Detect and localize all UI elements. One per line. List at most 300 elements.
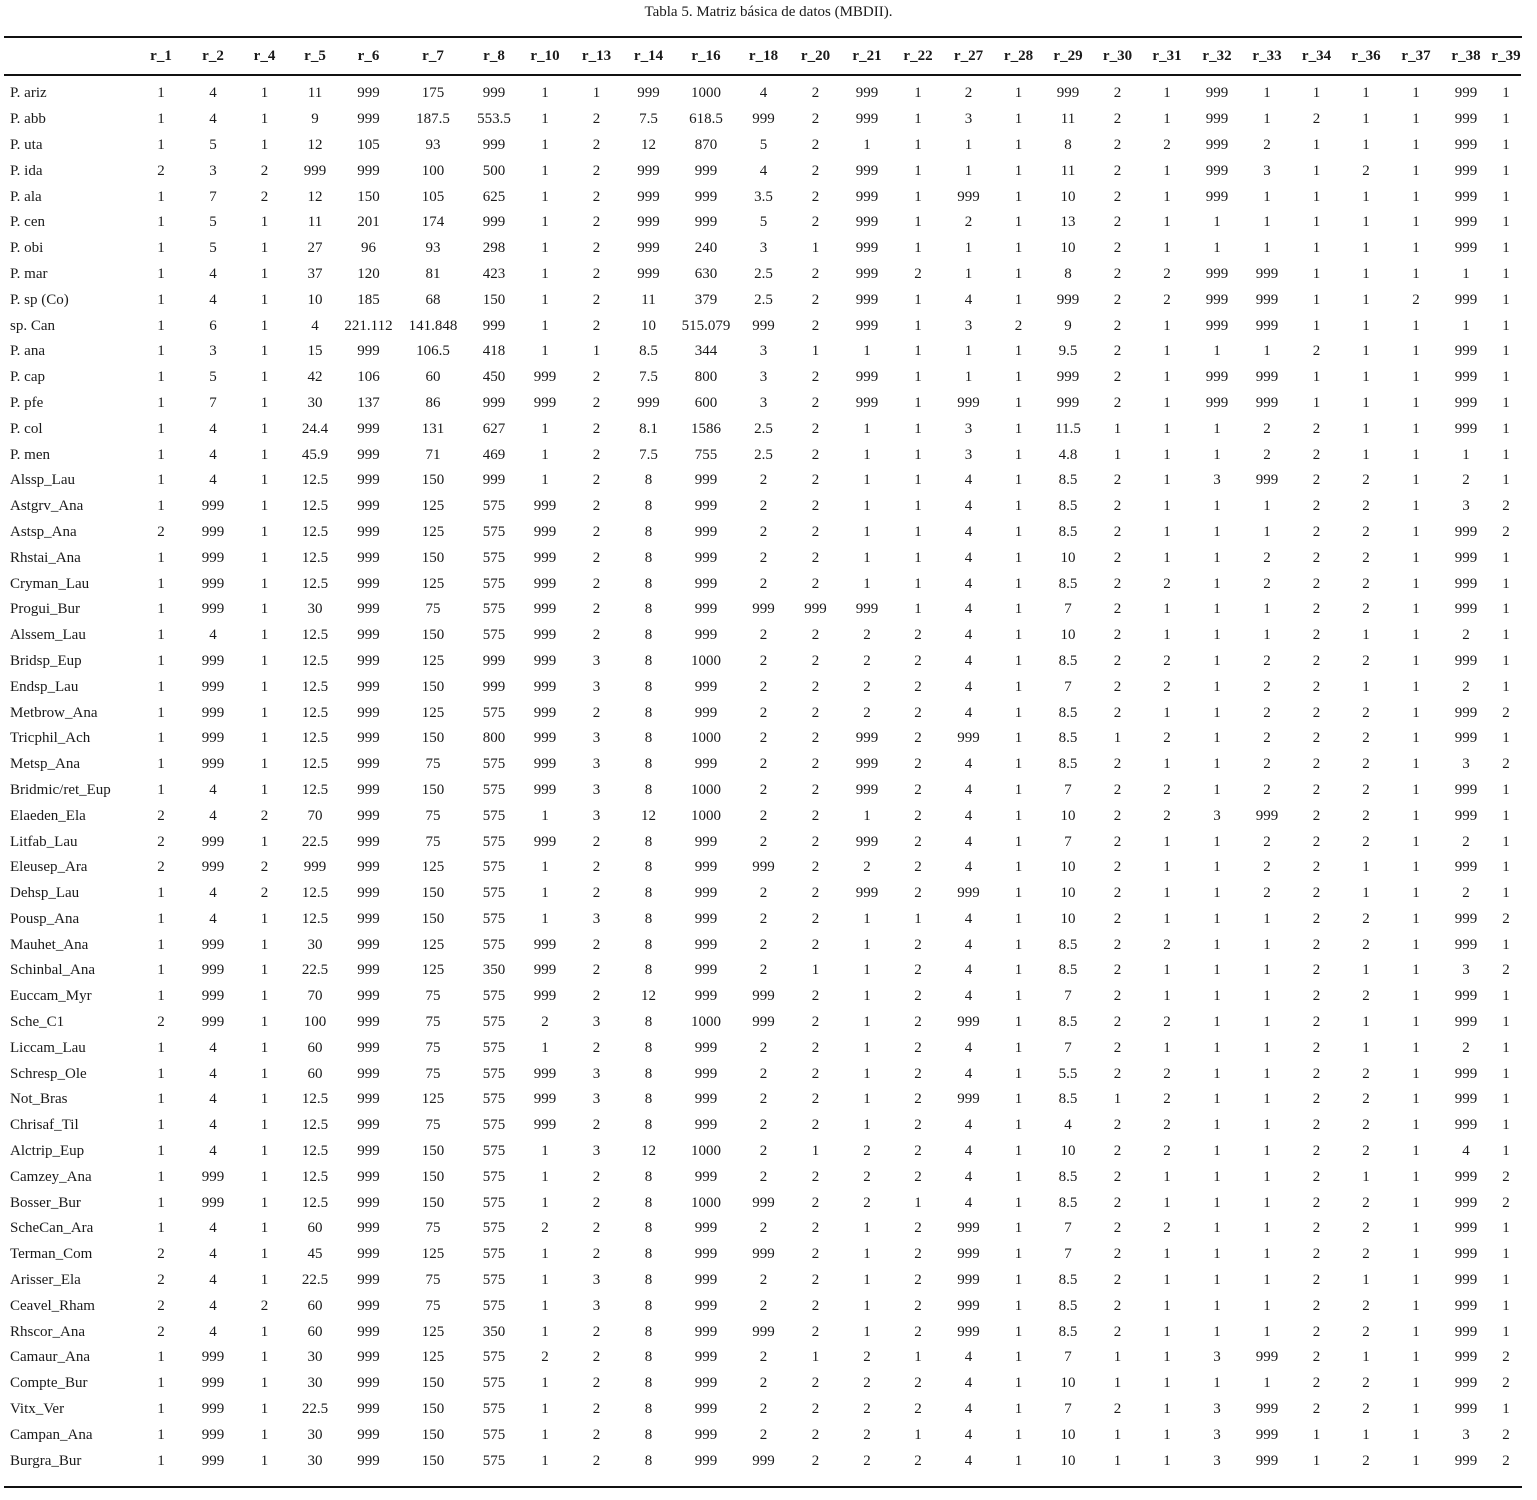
table-cell: 999 [357, 962, 380, 979]
table-cell: 8 [644, 962, 653, 979]
row-label: Dehsp_Lau [10, 885, 80, 902]
table-row [4, 1397, 1521, 1423]
table-cell: 1 [1163, 240, 1171, 257]
table-cell: 1 [1412, 85, 1420, 102]
table-cell: 999 [694, 1349, 718, 1366]
table-cell: 575 [482, 1039, 506, 1056]
table-cell: 1 [1163, 1375, 1171, 1392]
table-cell: 1 [1014, 781, 1023, 798]
table-cell: 2 [1362, 575, 1370, 592]
table-row [4, 881, 1521, 907]
table-cell: 2 [260, 162, 269, 179]
table-cell: 2 [914, 678, 922, 695]
table-cell: 1 [863, 1039, 871, 1056]
table-cell: 7 [1064, 678, 1072, 695]
table-cell: 999 [357, 575, 380, 592]
table-cell: 999 [201, 1375, 225, 1392]
table-cell: 1 [541, 1401, 549, 1418]
table-cell: 2 [1263, 885, 1271, 902]
table-cell: 4 [964, 936, 973, 953]
table-cell: 999 [533, 756, 557, 773]
table-cell: 4 [964, 291, 973, 308]
table-cell: 1 [541, 1246, 549, 1263]
table-cell: 8 [644, 627, 653, 644]
table-cell: 2 [759, 885, 768, 902]
header-cell-r-4: r_4 [239, 38, 290, 75]
table-cell: 1 [1502, 343, 1510, 360]
table-cell: 1 [1163, 111, 1171, 128]
table-cell: 22.5 [301, 962, 329, 979]
table-cell: 2 [914, 885, 922, 902]
table-cell: 1 [1014, 162, 1023, 179]
table-cell: 999 [533, 498, 557, 515]
table-cell: 999 [1454, 291, 1478, 308]
table-cell: 999 [1255, 265, 1279, 282]
table-cell: 1 [863, 498, 871, 515]
table-cell: 11 [1060, 162, 1076, 179]
table-cell: 1 [1213, 1091, 1221, 1108]
table-cell: 1 [1412, 472, 1420, 489]
table-cell: 2 [157, 859, 165, 876]
table-cell: 1 [1014, 601, 1023, 618]
header-cell-r-13: r_13 [571, 38, 622, 75]
table-cell: 150 [421, 1194, 445, 1211]
table-cell: 1 [964, 162, 973, 179]
table-cell: 4 [964, 1452, 973, 1469]
table-cell: 1 [1412, 446, 1420, 463]
table-cell: 71 [425, 446, 441, 463]
table-cell: 999 [855, 601, 879, 618]
table-cell: 2 [1462, 1039, 1470, 1056]
table-cell: 999 [1454, 1349, 1478, 1366]
table-cell: 1 [1213, 833, 1221, 850]
table-cell: 2 [1113, 1323, 1122, 1340]
table-cell: 1 [863, 962, 871, 979]
table-cell: 1 [1113, 446, 1122, 463]
table-cell: 11.5 [1055, 420, 1081, 437]
row-label: P. ida [10, 162, 43, 179]
table-cell: 999 [482, 214, 506, 231]
table-cell: 2 [914, 1168, 922, 1185]
table-cell: 3 [1462, 962, 1470, 979]
table-cell: 2 [914, 1375, 922, 1392]
table-cell: 469 [482, 446, 506, 463]
table-cell: 1 [260, 394, 269, 411]
table-cell: 2 [1312, 1323, 1321, 1340]
data-table-container [4, 36, 1522, 1488]
table-cell: 5 [209, 369, 217, 386]
row-label: Liccam_Lau [10, 1039, 86, 1056]
table-cell: 1 [1163, 910, 1171, 927]
table-cell: 27 [307, 240, 323, 257]
table-cell: 2 [592, 833, 601, 850]
table-cell: 1 [1014, 1065, 1023, 1082]
table-cell: 1 [1163, 988, 1171, 1005]
table-cell: 2 [811, 652, 820, 669]
table-cell: 1 [1213, 498, 1221, 515]
table-cell: 1 [1014, 1297, 1023, 1314]
row-label: P. mar [10, 265, 48, 282]
table-cell: 4 [1064, 1117, 1072, 1134]
table-cell: 999 [694, 1117, 718, 1134]
table-cell: 2 [1362, 498, 1370, 515]
table-cell: 999 [201, 523, 225, 540]
table-cell: 1 [541, 1039, 549, 1056]
table-cell: 999 [1255, 1401, 1279, 1418]
table-cell: 1 [1113, 420, 1122, 437]
table-cell: 575 [482, 627, 506, 644]
table-cell: 999 [694, 859, 718, 876]
table-cell: 1 [863, 1117, 871, 1134]
table-cell: 999 [482, 394, 506, 411]
table-cell: 627 [482, 420, 506, 437]
table-cell: 1 [260, 1143, 269, 1160]
table-cell: 2 [1113, 1065, 1122, 1082]
row-label: P. uta [10, 136, 43, 153]
table-cell: 45 [307, 1246, 323, 1263]
table-cell: 2 [1362, 1246, 1370, 1263]
table-cell: 4 [209, 446, 217, 463]
table-cell: 575 [482, 1426, 506, 1443]
table-cell: 600 [694, 394, 718, 411]
table-cell: 8 [644, 781, 653, 798]
table-cell: 1 [1163, 1194, 1171, 1211]
row-label: Sche_C1 [10, 1014, 65, 1031]
table-cell: 1 [1362, 1039, 1370, 1056]
table-cell: 1 [863, 420, 871, 437]
table-cell: 2 [1362, 472, 1370, 489]
table-cell: 3 [759, 343, 768, 360]
table-cell: 2 [1312, 1065, 1321, 1082]
table-cell: 999 [1205, 265, 1229, 282]
table-cell: 1 [260, 291, 269, 308]
table-cell: 2 [592, 136, 601, 153]
table-cell: 999 [957, 188, 980, 205]
table-cell: 1 [1163, 317, 1171, 334]
table-cell: 1 [914, 369, 922, 386]
table-row [4, 1061, 1521, 1087]
table-cell: 999 [1454, 214, 1478, 231]
table-cell: 1 [260, 446, 269, 463]
table-cell: 999 [694, 1246, 718, 1263]
table-cell: 1 [1163, 756, 1171, 773]
table-cell: 1 [1412, 1194, 1420, 1211]
table-cell: 2 [1113, 756, 1122, 773]
table-cell: 999 [201, 1168, 225, 1185]
table-cell: 1 [1412, 394, 1420, 411]
table-cell: 1 [1263, 343, 1271, 360]
table-cell: 12.5 [301, 1091, 329, 1108]
table-cell: 999 [357, 1014, 380, 1031]
table-cell: 1 [1213, 1065, 1221, 1082]
table-cell: 7 [1064, 833, 1072, 850]
table-cell: 575 [482, 1117, 506, 1134]
table-cell: 2 [1113, 1297, 1122, 1314]
table-cell: 1 [260, 1117, 269, 1134]
table-cell: 1 [1213, 1117, 1221, 1134]
table-cell: 1 [1014, 627, 1023, 644]
table-cell: 2 [1113, 601, 1122, 618]
table-cell: 999 [855, 188, 879, 205]
table-row [4, 1087, 1521, 1113]
table-cell: 2 [811, 936, 820, 953]
table-cell: 999 [855, 162, 879, 179]
table-cell: 2 [1113, 936, 1122, 953]
table-cell: 999 [1454, 420, 1478, 437]
table-cell: 1 [541, 265, 549, 282]
table-cell: 1 [1263, 601, 1271, 618]
table-cell: 1 [1412, 1246, 1420, 1263]
table-cell: 1 [1412, 730, 1420, 747]
table-cell: 24.4 [301, 420, 329, 437]
table-cell: 1 [1014, 549, 1023, 566]
table-cell: 1 [1312, 394, 1321, 411]
table-cell: 12.5 [301, 498, 329, 515]
table-cell: 2 [759, 1117, 768, 1134]
table-cell: 1 [1412, 265, 1420, 282]
table-cell: 2 [1113, 1246, 1122, 1263]
table-row [4, 1268, 1521, 1294]
table-cell: 999 [1454, 936, 1478, 953]
header-cell-r-16: r_16 [675, 38, 737, 75]
table-cell: 5 [759, 136, 768, 153]
table-cell: 2 [1113, 343, 1122, 360]
table-cell: 2 [592, 498, 601, 515]
table-cell: 1 [1014, 446, 1023, 463]
table-cell: 8 [644, 652, 653, 669]
table-cell: 2 [811, 111, 820, 128]
table-cell: 2 [1113, 523, 1122, 540]
table-cell: 1 [1502, 240, 1510, 257]
table-cell: 999 [1205, 188, 1229, 205]
table-cell: 4 [209, 1297, 217, 1314]
table-cell: 2 [759, 1375, 768, 1392]
table-cell: 2 [863, 1426, 871, 1443]
table-cell: 1 [1502, 601, 1510, 618]
table-cell: 1 [1502, 446, 1510, 463]
table-cell: 2 [592, 1117, 601, 1134]
table-cell: 1 [1412, 136, 1420, 153]
table-cell: 4 [964, 910, 973, 927]
table-cell: 1 [541, 1452, 549, 1469]
table-cell: 1 [260, 1014, 269, 1031]
table-cell: 1 [541, 162, 549, 179]
table-cell: 515.079 [681, 317, 731, 334]
table-cell: 999 [1255, 369, 1279, 386]
table-cell: 2 [1113, 85, 1122, 102]
table-body [4, 75, 1521, 1474]
table-cell: 1 [1502, 85, 1510, 102]
table-cell: 3 [209, 343, 217, 360]
table-cell: 8.1 [639, 420, 658, 437]
table-cell: 999 [1454, 1117, 1478, 1134]
table-cell: 3 [759, 240, 768, 257]
table-cell: 1 [1412, 1091, 1420, 1108]
table-cell: 1 [1263, 498, 1271, 515]
table-cell: 1 [541, 136, 549, 153]
row-label: Cryman_Lau [10, 575, 90, 592]
table-cell: 12.5 [301, 678, 329, 695]
table-row [4, 778, 1521, 804]
table-cell: 1 [157, 240, 165, 257]
table-cell: 1 [1412, 1375, 1420, 1392]
table-cell: 1000 [691, 807, 721, 824]
table-cell: 999 [357, 601, 380, 618]
table-row [4, 1139, 1521, 1165]
table-cell: 1 [1263, 1065, 1271, 1082]
table-cell: 150 [421, 1168, 445, 1185]
table-cell: 2 [914, 1143, 922, 1160]
table-cell: 3 [1462, 1426, 1470, 1443]
table-cell: 2 [1362, 1065, 1370, 1082]
table-cell: 1 [1362, 678, 1370, 695]
table-cell: 2 [863, 1168, 871, 1185]
table-cell: 1 [1163, 394, 1171, 411]
table-cell: 1 [1163, 885, 1171, 902]
table-cell: 2 [1263, 859, 1271, 876]
table-cell: 1 [260, 962, 269, 979]
table-cell: 2 [811, 575, 820, 592]
table-cell: 2 [592, 162, 601, 179]
table-cell: 4 [964, 1117, 973, 1134]
table-cell: 187.5 [416, 111, 450, 128]
table-cell: 1000 [691, 730, 721, 747]
table-cell: 1 [541, 1194, 549, 1211]
table-cell: 3 [592, 1272, 601, 1289]
table-cell: 2 [1312, 1168, 1321, 1185]
table-cell: 999 [855, 833, 879, 850]
table-cell: 1 [1502, 627, 1510, 644]
table-cell: 379 [694, 291, 718, 308]
row-label: Endsp_Lau [10, 678, 79, 695]
table-cell: 999 [752, 111, 775, 128]
table-cell: 7 [1064, 988, 1072, 1005]
table-cell: 2 [260, 807, 269, 824]
table-cell: 2 [1362, 833, 1370, 850]
table-cell: 2 [1462, 472, 1470, 489]
table-cell: 1 [1014, 678, 1023, 695]
table-cell: 2 [592, 1039, 601, 1056]
table-cell: 1 [157, 730, 165, 747]
table-cell: 1 [1014, 1375, 1023, 1392]
table-cell: 575 [482, 549, 506, 566]
table-cell: 8 [644, 1014, 653, 1031]
table-cell: 1 [914, 910, 922, 927]
table-cell: 999 [1205, 162, 1229, 179]
table-cell: 12 [641, 988, 656, 1005]
table-cell: 1 [1213, 730, 1221, 747]
table-cell: 999 [694, 575, 718, 592]
table-cell: 999 [637, 162, 660, 179]
row-label: P. obi [10, 240, 44, 257]
table-cell: 8.5 [1058, 1297, 1078, 1314]
table-cell: 12.5 [301, 627, 329, 644]
table-cell: 1 [1213, 756, 1221, 773]
table-cell: 1 [1412, 1143, 1420, 1160]
table-cell: 4 [1462, 1143, 1470, 1160]
table-cell: 999 [1255, 291, 1279, 308]
table-cell: 8.5 [1058, 523, 1078, 540]
table-cell: 1 [1213, 885, 1221, 902]
table-cell: 1 [1263, 1323, 1271, 1340]
table-cell: 1 [541, 859, 549, 876]
table-cell: 1 [1014, 704, 1023, 721]
table-cell: 1 [1412, 1297, 1420, 1314]
table-cell: 1 [1163, 1246, 1171, 1263]
table-cell: 3 [592, 1297, 601, 1314]
table-cell: 2 [1312, 885, 1321, 902]
table-cell: 12 [307, 136, 323, 153]
table-cell: 575 [482, 1065, 506, 1082]
table-cell: 4 [964, 1349, 973, 1366]
table-cell: 1 [1412, 498, 1420, 515]
table-cell: 1 [260, 523, 269, 540]
table-cell: 1 [1163, 188, 1171, 205]
table-cell: 2 [1263, 756, 1271, 773]
table-cell: 2 [1362, 1117, 1370, 1134]
table-cell: 2 [914, 859, 922, 876]
table-cell: 8.5 [1058, 730, 1078, 747]
table-cell: 2 [1113, 369, 1122, 386]
table-cell: 999 [201, 962, 225, 979]
table-cell: 1 [1213, 1039, 1221, 1056]
table-cell: 999 [1056, 291, 1080, 308]
table-cell: 1 [914, 498, 922, 515]
table-cell: 2 [1312, 1091, 1321, 1108]
table-cell: 2 [592, 420, 601, 437]
header-cell-r-29: r_29 [1043, 38, 1093, 75]
table-cell: 150 [421, 885, 445, 902]
table-cell: 999 [1454, 188, 1478, 205]
table-cell: 999 [357, 1349, 380, 1366]
table-cell: 999 [533, 936, 557, 953]
table-cell: 575 [482, 988, 506, 1005]
table-cell: 2 [914, 730, 922, 747]
table-cell: 2 [592, 1220, 601, 1237]
table-cell: 106.5 [416, 343, 450, 360]
table-cell: 2 [592, 1426, 601, 1443]
table-cell: 2 [811, 730, 820, 747]
table-caption: Tabla 5. Matriz básica de datos (MBDII). [644, 4, 893, 20]
table-cell: 1 [157, 910, 165, 927]
table-cell: 1 [1362, 265, 1370, 282]
table-cell: 999 [804, 601, 827, 618]
table-row [4, 855, 1521, 881]
table-cell: 2 [863, 1375, 871, 1392]
table-cell: 2 [1113, 188, 1122, 205]
table-cell: 150 [421, 549, 445, 566]
table-cell: 2 [863, 1194, 871, 1211]
table-cell: 3 [592, 678, 601, 695]
table-row [4, 184, 1521, 210]
table-cell: 12.5 [301, 885, 329, 902]
table-cell: 1 [1502, 652, 1510, 669]
table-cell: 2 [914, 704, 922, 721]
table-cell: 800 [482, 730, 506, 747]
table-row [4, 1345, 1521, 1371]
table-cell: 1 [1412, 756, 1420, 773]
table-cell: 1 [1502, 369, 1510, 386]
table-cell: 999 [201, 936, 225, 953]
table-cell: 3 [1462, 498, 1470, 515]
table-cell: 1 [1502, 807, 1510, 824]
table-cell: 2 [1113, 807, 1122, 824]
table-cell: 2 [592, 394, 601, 411]
table-cell: 4 [964, 678, 973, 695]
table-cell: 1 [541, 910, 549, 927]
table-row [4, 81, 1521, 107]
table-cell: 1 [1014, 807, 1023, 824]
